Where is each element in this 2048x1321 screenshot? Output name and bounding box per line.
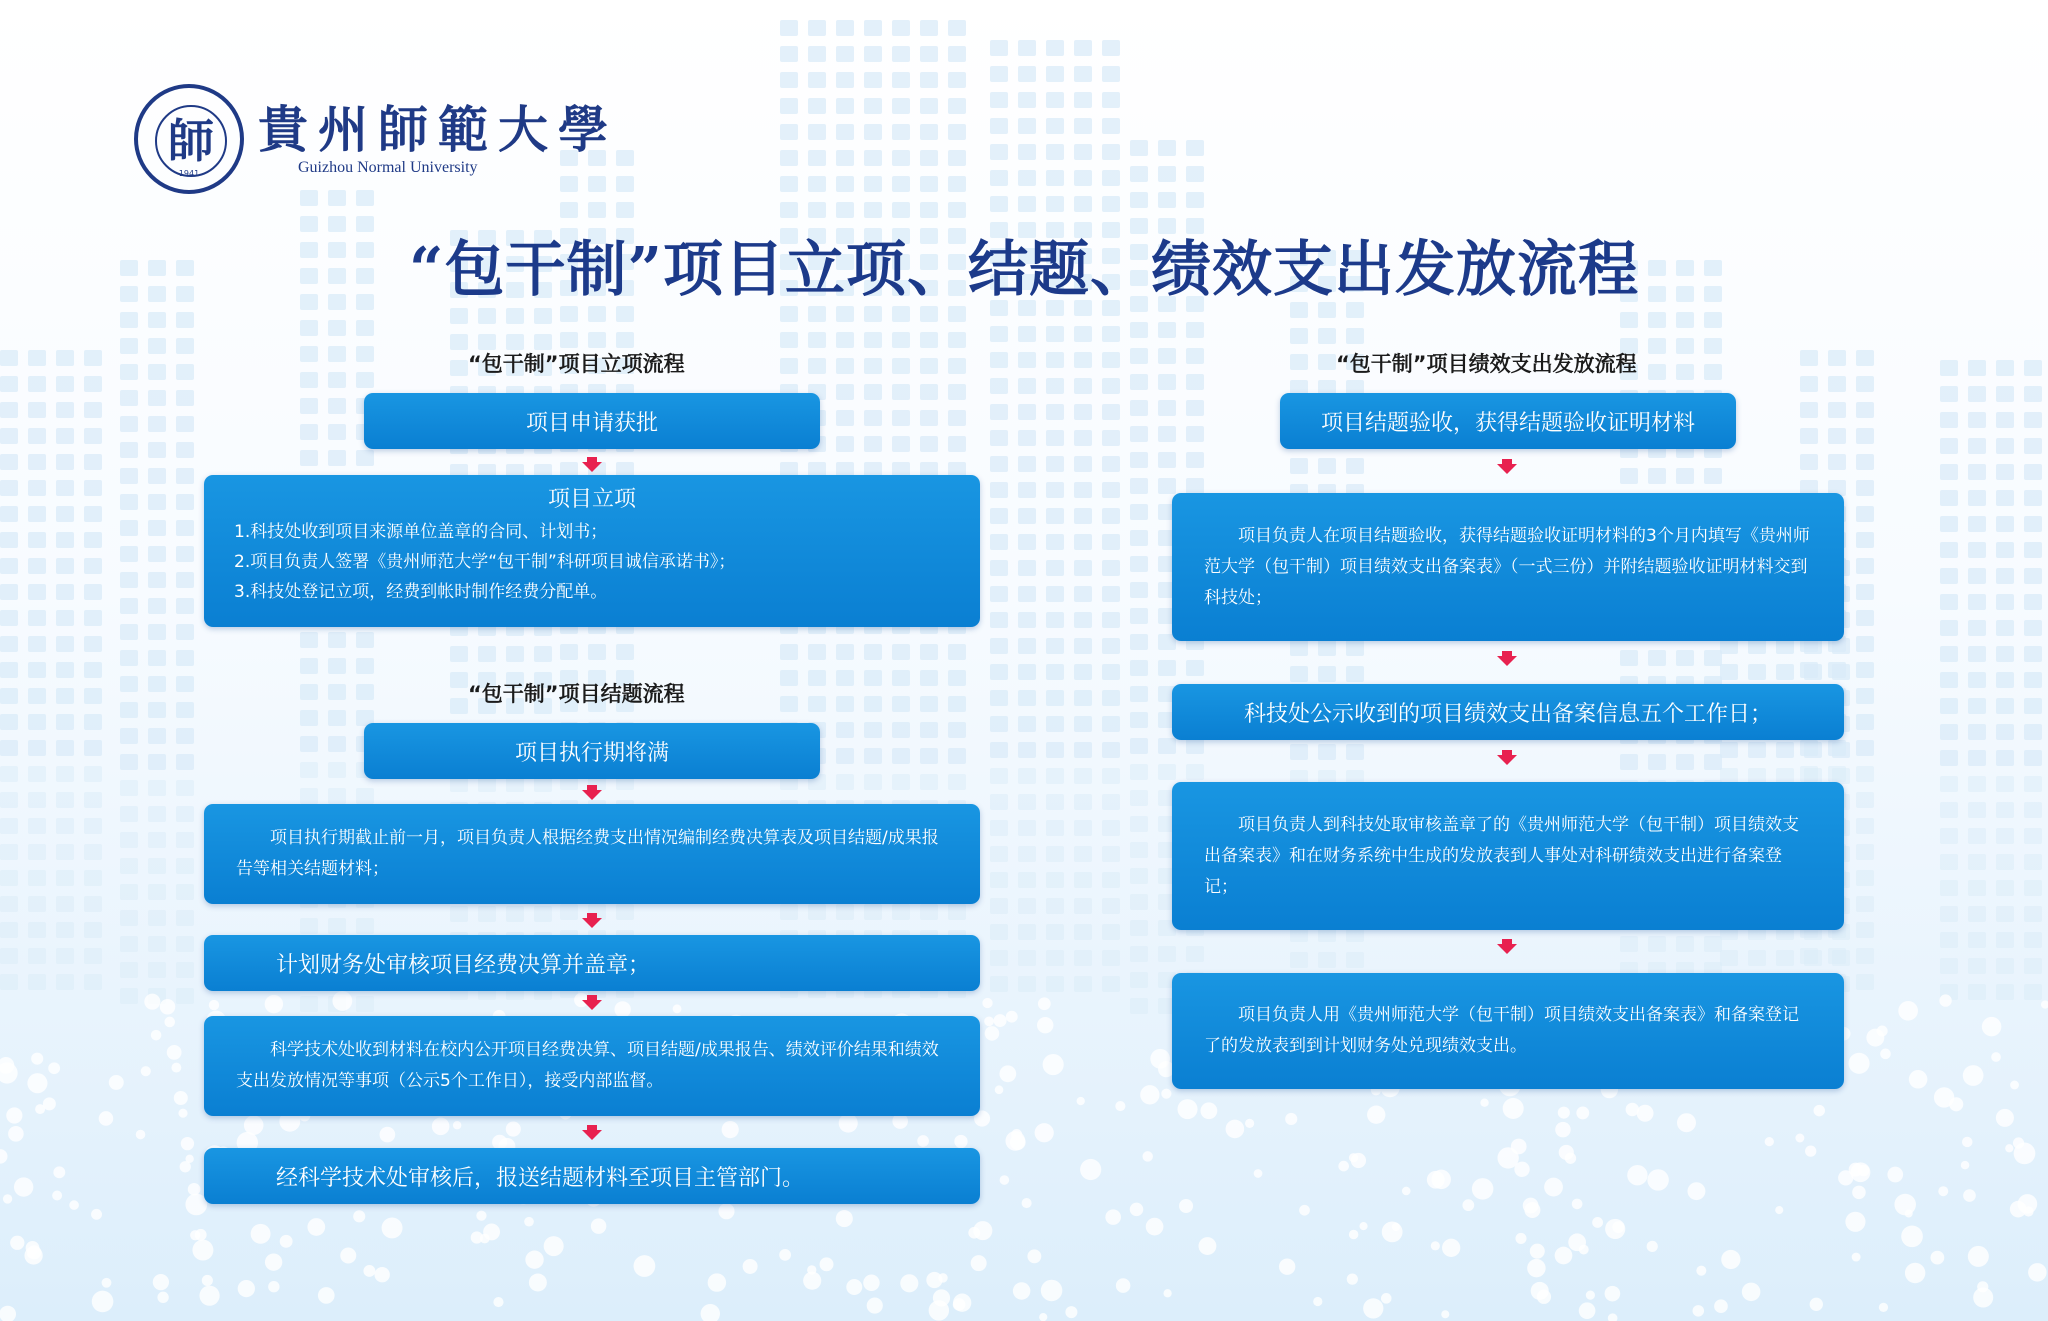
jixiao-step-2-text: 项目负责人在项目结题验收，获得结题验收证明材料的3个月内填写《贵州师范大学（包干制）项目绩效支出备案表》（一式三份）并附结题验收证明材料交到科技处； <box>1204 525 1810 608</box>
arrow-down-icon <box>1497 755 1517 765</box>
jieti-step-4 <box>204 1016 980 1116</box>
arrow-down-icon <box>582 918 602 928</box>
arrow-down-icon <box>1497 464 1517 474</box>
jieti-step-1: 项目执行期将满 <box>364 723 820 779</box>
seal-character: 師 <box>168 114 214 168</box>
jixiao-step-1: 项目结题验收，获得结题验收证明材料 <box>1280 393 1736 449</box>
university-logo <box>134 84 618 194</box>
jixiao-step-5-text: 项目负责人用《贵州师范大学（包干制）项目绩效支出备案表》和备案登记了的发放表到到计划财务处兑现绩效支出。 <box>1204 1005 1799 1056</box>
jieti-step-5: 经科学技术处审核后，报送结题材料至项目主管部门。 <box>204 1148 980 1204</box>
lixiang-step-2-item-1: 1.科技处收到项目来源单位盖章的合同、计划书； <box>234 522 608 542</box>
page-title: “包干制”项目立项、结题、绩效支出发放流程 <box>408 235 1640 305</box>
jieti-step-4-text: 科学技术处收到材料在校内公开项目经费决算、项目结题/成果报告、绩效评价结果和绩效支出发放情况等事项（公示5个工作日），接受内部监督。 <box>236 1040 939 1091</box>
arrow-down-icon <box>582 1000 602 1010</box>
lixiang-step-2 <box>204 475 980 627</box>
jixiao-step-4 <box>1172 782 1844 930</box>
lixiang-step-2-item-3: 3.科技处登记立项，经费到帐时制作经费分配单。 <box>234 582 608 602</box>
jieti-step-2-text: 项目执行期截止前一月，项目负责人根据经费支出情况编制经费决算表及项目结题/成果报告等相关结题材料； <box>236 828 939 879</box>
jieti-step-2 <box>204 804 980 904</box>
lixiang-step-1: 项目申请获批 <box>364 393 820 449</box>
university-seal <box>134 84 244 194</box>
lixiang-step-2-title: 项目立项 <box>547 487 636 512</box>
jixiao-step-2 <box>1172 493 1844 641</box>
lixiang-step-2-item-2: 2.项目负责人签署《贵州师范大学“包干制”科研项目诚信承诺书》； <box>234 552 736 572</box>
arrow-down-icon <box>1497 656 1517 666</box>
jixiao-step-4-text: 项目负责人到科技处取审核盖章了的《贵州师范大学（包干制）项目绩效支出备案表》和在财务系统中生成的发放表到人事处对科研绩效支出进行备案登记； <box>1204 814 1799 897</box>
university-name-english: Guizhou Normal University <box>298 158 478 176</box>
seal-year: 1941 <box>178 169 200 178</box>
lixiang-heading: “包干制”项目立项流程 <box>468 352 685 376</box>
arrow-down-icon <box>582 1130 602 1140</box>
arrow-down-icon <box>582 790 602 800</box>
jieti-step-3: 计划财务处审核项目经费决算并盖章； <box>204 935 980 991</box>
arrow-down-icon <box>582 462 602 472</box>
jixiao-step-5 <box>1172 973 1844 1089</box>
jieti-heading: “包干制”项目结题流程 <box>468 682 685 706</box>
jixiao-heading: “包干制”项目绩效支出发放流程 <box>1336 352 1637 376</box>
arrow-down-icon <box>1497 944 1517 954</box>
university-name-chinese: 貴州師範大學 <box>258 99 618 159</box>
jixiao-step-3: 科技处公示收到的项目绩效支出备案信息五个工作日； <box>1172 684 1844 740</box>
